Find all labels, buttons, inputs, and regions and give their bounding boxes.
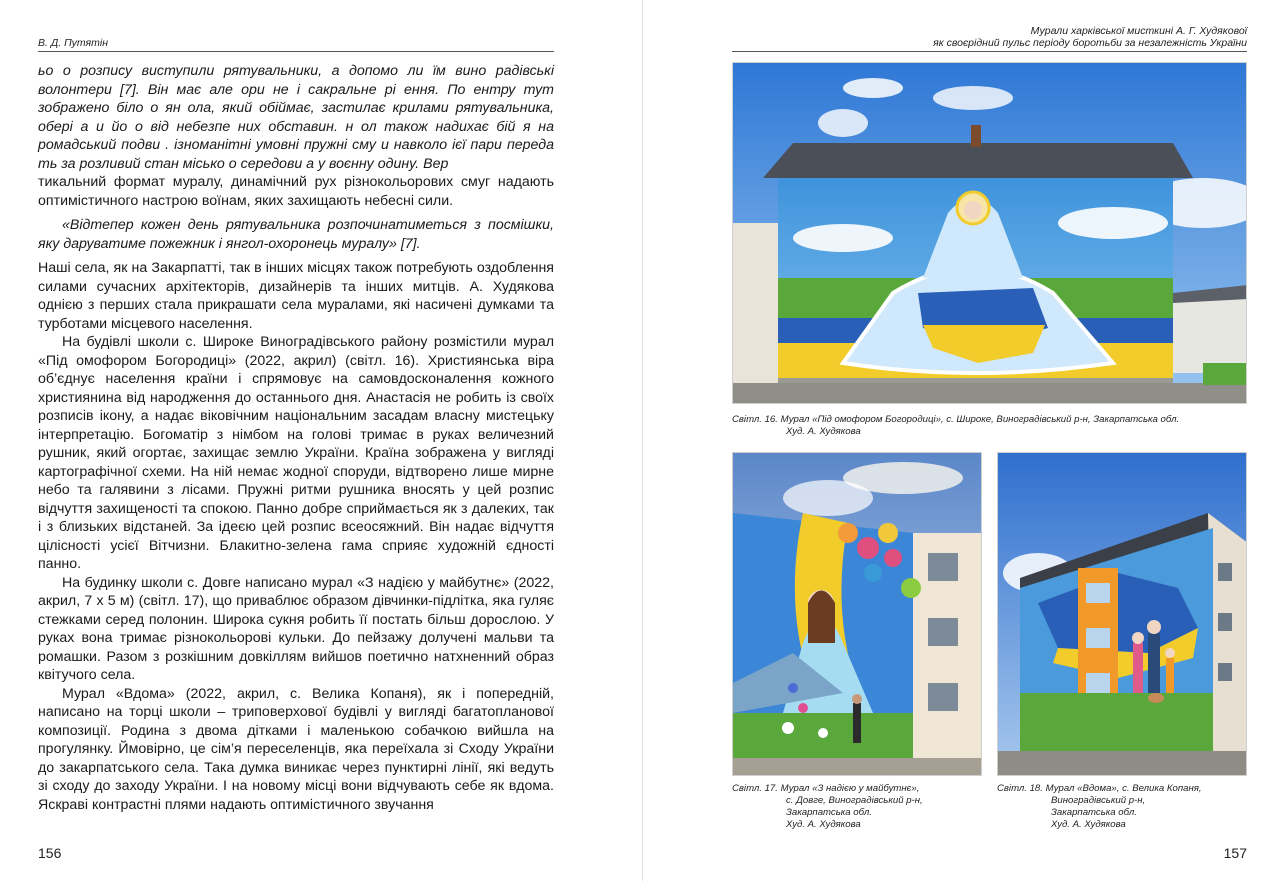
- quote-paragraph: «Відтепер кожен день рятувальника розпочинатиметься з посмішки, яку даруватиме пожежник і янгол-охоронець муралу» [7].: [38, 217, 554, 252]
- caption-18-line-2: Закарпатська обл.: [1051, 807, 1137, 818]
- caption-17-line-3: Худ. А. Худякова: [786, 819, 861, 830]
- running-head-line-1: Мурали харківської мисткині А. Г. Худякової: [1030, 25, 1247, 37]
- mural-photo-bogorodytsia: [732, 62, 1247, 404]
- page-number-left: 156: [38, 845, 62, 861]
- caption-17-line-2: Закарпатська обл.: [786, 807, 872, 818]
- page-number-right: 157: [1223, 845, 1247, 861]
- header-rule-right: [732, 51, 1247, 52]
- running-head-right: [933, 25, 1247, 49]
- paragraph-5: На будівлі школи с. Широке Виноградівського району розмістили мурал «Під омофором Богородиці» (2022, акрил) (світл. 16). Християнська віра об’єднує населення країни і спрямовує на самовдосконалення кожного християнина від народження до останнього дня. Анастасія не робить із своїх розписів ікону, а надає віковічним національним засадам власну мистецьку інтерпретацію. Богоматір з німбом на голові тримає в руках величезний рушник, який огортає, захищає землю України. Країна зображена у вигляді картографічної схеми. На ній немає жодної споруди, відтворено лише мирне небо та галявини з лісами. Пружні ритми рушника вносять у цей розпис відчуття захищеності та спокою. Панно добре сприймається як з далеких, так і з близьких відстаней. За ідеєю цей розпис всеосяжний. Він надає відчуття цілісності усієї Вітчизни. Блакитно-зелена гама сприяє художній єдності панно.: [38, 334, 554, 572]
- caption-16-line-1: Худ. А. Худякова: [786, 426, 861, 437]
- paragraph-4: Наші села, як на Закарпатті, так в інших місцях також потребують оздоблення силами сучасних архітекторів, дизайнерів та інших митців. А. Худякова однією з перших стала прикрашати села муралами, які насичені думками та турботами місцевого населення.: [38, 260, 554, 332]
- mural-bogorodytsia-illustration: [733, 63, 1247, 404]
- caption-17-main: Світл. 17. Мурал «З надією у майбутнє»,: [732, 783, 920, 794]
- caption-figure-18: [997, 783, 1247, 831]
- caption-figure-17: [732, 783, 982, 831]
- caption-figure-16: [732, 414, 1247, 438]
- running-head-left: В. Д. Путятін: [38, 37, 109, 49]
- caption-18-line-1: Виноградівський р-н,: [1051, 795, 1146, 806]
- body-text: [38, 62, 554, 814]
- caption-17-line-1: с. Довге, Виноградівський р-н,: [786, 795, 923, 806]
- caption-18-line-3: Худ. А. Худякова: [1051, 819, 1126, 830]
- left-page: [0, 0, 643, 881]
- paragraph-6: На будинку школи с. Довге написано мурал «З надією у майбутнє» (2022, акрил, 7 х 5 м) (світл. 17), що приваблює образом дівчинки-підлітка, яка гуляє стежками серед полонин. Широка сукня робить її постать більш дорослою. У руках вона тримає різнокольорові кульки. До пейзажу долучені мальви та ромашки. Разом з розкішним довкіллям вийшов поетично натхненний образ квітучого села.: [38, 574, 554, 683]
- running-head-line-2: як своєрідний пульс періоду боротьби за незалежність України: [933, 37, 1247, 49]
- paragraph-1: ьо о розпису виступили рятувальники, а допомо ли їм вино радівські волонтери [7]. Він має але ори не і сакральне рі ення. По ентру тут зображено біло о ян ола, який обіймає, застилає крилами рятувальника, обері а и йо о від небезпе них обставин. н ол також надихає бій я на ромадський подви . ізноманітні умовні пружні сму и навколо ієї пари переда ть за розливий стан місько о середови а у воєнну одину. Вер: [38, 63, 554, 172]
- mural-photo-z-nadiieiu: [732, 452, 982, 776]
- mural-vdoma-illustration: [998, 453, 1247, 776]
- right-page: [644, 0, 1287, 881]
- paragraph-7: Мурал «Вдома» (2022, акрил, с. Велика Копаня), як і попередній, написано на торці школи – триповерхової будівлі у вигляді багатопланової композиції. Родина з двома дітками і маленькою собачкою вийшла на прогулянку. Ймовірно, це сім’я переселенців, яка переїхала зі Сходу України до закарпатського села. Така думка виникає через пунктирні лінії, які ведуть зі сходу до заходу України. І на новому місці вони відчувають себе як вдома. Яскраві контрастні плями надають оптимістичного звучання: [38, 685, 554, 813]
- mural-photo-vdoma: [997, 452, 1247, 776]
- paragraph-2: тикальний формат муралу, динамічний рух різнокольорових смуг надають оптимістичного настрою воїнам, яких захищають небесні сили.: [38, 174, 554, 209]
- header-rule-left: [38, 51, 554, 52]
- caption-16-main: Світл. 16. Мурал «Під омофором Богородиці», с. Широке, Виноградівський р-н, Закарпатська обл.: [732, 414, 1180, 425]
- caption-18-main: Світл. 18. Мурал «Вдома», с. Велика Копаня,: [997, 783, 1202, 794]
- mural-z-nadiieiu-illustration: [733, 453, 982, 776]
